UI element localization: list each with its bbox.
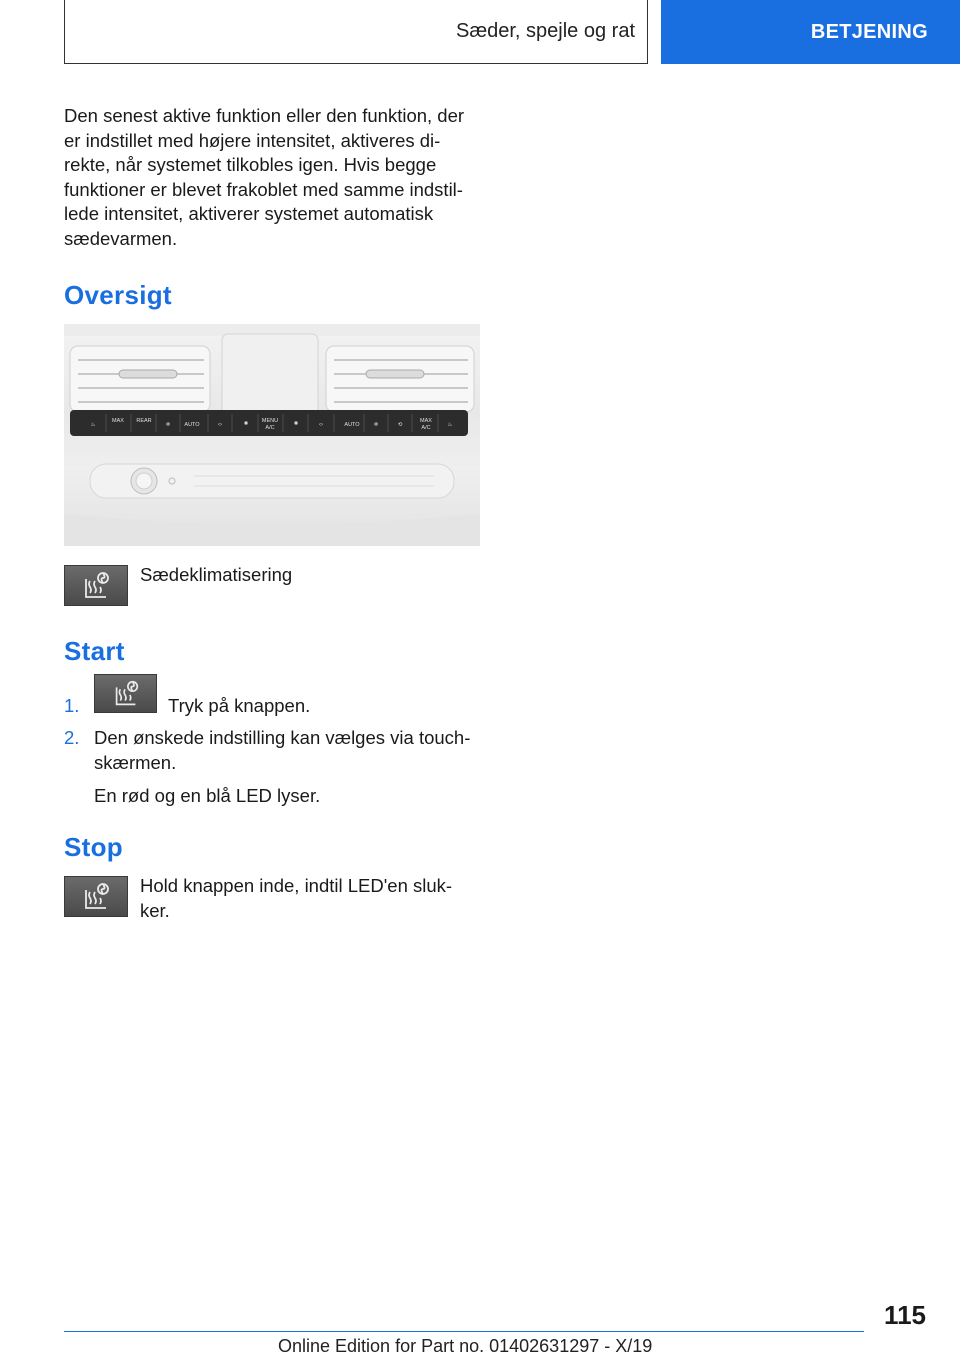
step-2-number: 2.	[64, 727, 80, 748]
max-ac-top-label: MAX	[420, 418, 432, 424]
menu-label: MENU	[261, 418, 279, 424]
seat-heat-right-icon: ♨	[447, 422, 453, 428]
step-1-number: 1.	[64, 695, 80, 716]
chapter-title: BETJENING	[810, 20, 928, 43]
left-air-vent	[70, 346, 210, 412]
max-label: MAX	[112, 418, 124, 424]
chapter-tab	[661, 0, 960, 64]
stop-text: Hold knappen inde, indtil LED'en sluk- ker.	[140, 875, 453, 921]
seat-heat-left-icon: ♨	[90, 422, 96, 428]
step-1-text: Tryk på knappen.	[168, 695, 311, 716]
seat-vent-right-icon: ❄	[373, 422, 379, 428]
climate-button-bar	[70, 410, 468, 436]
seat-ventilation-stop-icon	[64, 876, 128, 917]
footer-edition: Online Edition for Part no. 01402631297 - X/19	[278, 1336, 653, 1356]
section-title: Sæder, spejle og rat	[456, 20, 635, 42]
climate-panel-photo	[64, 324, 480, 546]
seat-vent-left-icon: ❄	[165, 422, 171, 428]
heading-stop: Stop	[64, 832, 123, 862]
led-note: En rød og en blå LED lyser.	[94, 785, 321, 806]
intro-paragraph: Den senest aktive funktion eller den funktion, der er indstillet med højere intensitet, aktiveres di- rekte, når systemet tilkobles igen. Hvis begge funktioner er blevet frakoblet med samme indstil- lede intensitet, aktiverer systemet automatisk sædevarmen.	[64, 105, 465, 249]
ac-label: A/C	[265, 425, 275, 431]
heading-start: Start	[64, 636, 125, 666]
rear-label: REAR	[136, 418, 152, 424]
svg-text:‹›: ‹›	[319, 422, 323, 428]
legend-seat-climate-label: Sædeklimatisering	[140, 564, 293, 585]
auto-right-label: AUTO	[344, 422, 360, 428]
fan-left-icon: ✺	[243, 421, 249, 427]
right-air-vent	[326, 346, 474, 412]
heading-oversigt: Oversigt	[64, 280, 172, 310]
max-ac-bottom-label: A/C	[421, 425, 431, 431]
step-2-text: Den ønskede indstilling kan vælges via touch- skærmen.	[94, 727, 471, 773]
auto-left-label: AUTO	[184, 422, 200, 428]
fan-right-icon: ✺	[293, 421, 299, 427]
footer-rule	[64, 1331, 864, 1332]
seat-ventilation-button-icon	[94, 674, 157, 713]
page-number: 115	[884, 1300, 926, 1330]
svg-text:‹›: ‹›	[218, 422, 222, 428]
recirc-icon: ⟲	[397, 422, 403, 428]
seat-ventilation-icon	[64, 565, 128, 606]
running-header-section	[64, 0, 648, 64]
